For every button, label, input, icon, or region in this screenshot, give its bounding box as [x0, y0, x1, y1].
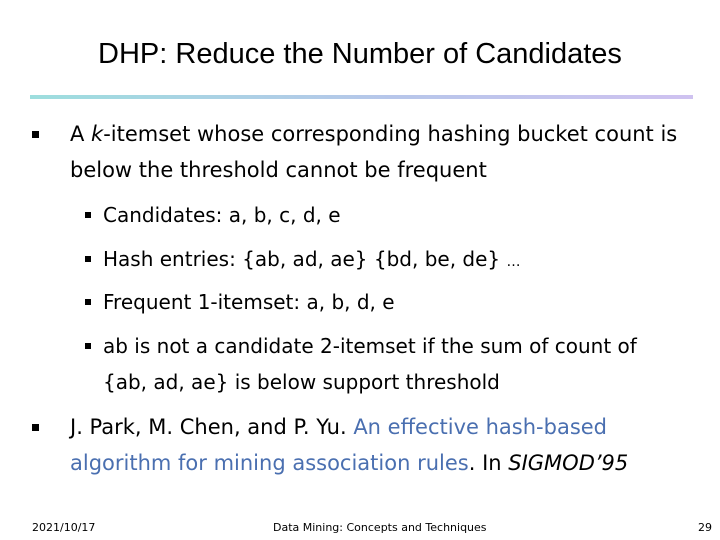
- footer-page-number: 29: [698, 521, 712, 534]
- bullet-1-line-1: [70, 122, 677, 146]
- hash-entries-ellipsis: …: [506, 254, 521, 270]
- paper-title-link-part-2[interactable]: algorithm for mining association rules: [70, 451, 469, 475]
- citation-in: . In: [468, 451, 509, 475]
- sub-bullet-marker-2: [85, 256, 91, 262]
- bullet-2-line-2: [70, 451, 628, 475]
- citation-authors: J. Park, M. Chen, and P. Yu.: [70, 415, 354, 439]
- footer-date: 2021/10/17: [32, 521, 96, 534]
- sub-bullet-marker-3: [85, 299, 91, 305]
- paper-title-link-part-1[interactable]: An effective hash-based: [353, 415, 608, 439]
- frequent-line: Frequent 1-itemset: a, b, d, e: [103, 290, 395, 314]
- hash-entries-line: [103, 247, 521, 271]
- bullet-marker-1: [32, 131, 39, 138]
- bullet-1-line-2: below the threshold cannot be frequent: [70, 158, 487, 182]
- bullet-1-prefix: A: [70, 122, 92, 146]
- bullet-marker-2: [32, 424, 39, 431]
- sub-bullet-marker-4: [85, 343, 91, 349]
- title-divider: [30, 95, 693, 99]
- bullet-2-line-1: [70, 415, 607, 439]
- candidates-line: Candidates: a, b, c, d, e: [103, 203, 341, 227]
- bullet-1-suffix: -itemset whose corresponding hashing bucket count is: [103, 122, 678, 146]
- citation-venue: SIGMOD’95: [508, 451, 629, 475]
- footer-title: Data Mining: Concepts and Techniques: [273, 521, 487, 534]
- sub-bullet-marker-1: [85, 212, 91, 218]
- bullet-1-k: k: [91, 122, 104, 146]
- ab-line-1: ab is not a candidate 2-itemset if the sum of count of: [103, 334, 637, 358]
- hash-entries-text: Hash entries: {ab, ad, ae} {bd, be, de}: [103, 247, 501, 271]
- ab-line-2: {ab, ad, ae} is below support threshold: [103, 370, 500, 394]
- slide-title: DHP: Reduce the Number of Candidates: [98, 38, 622, 70]
